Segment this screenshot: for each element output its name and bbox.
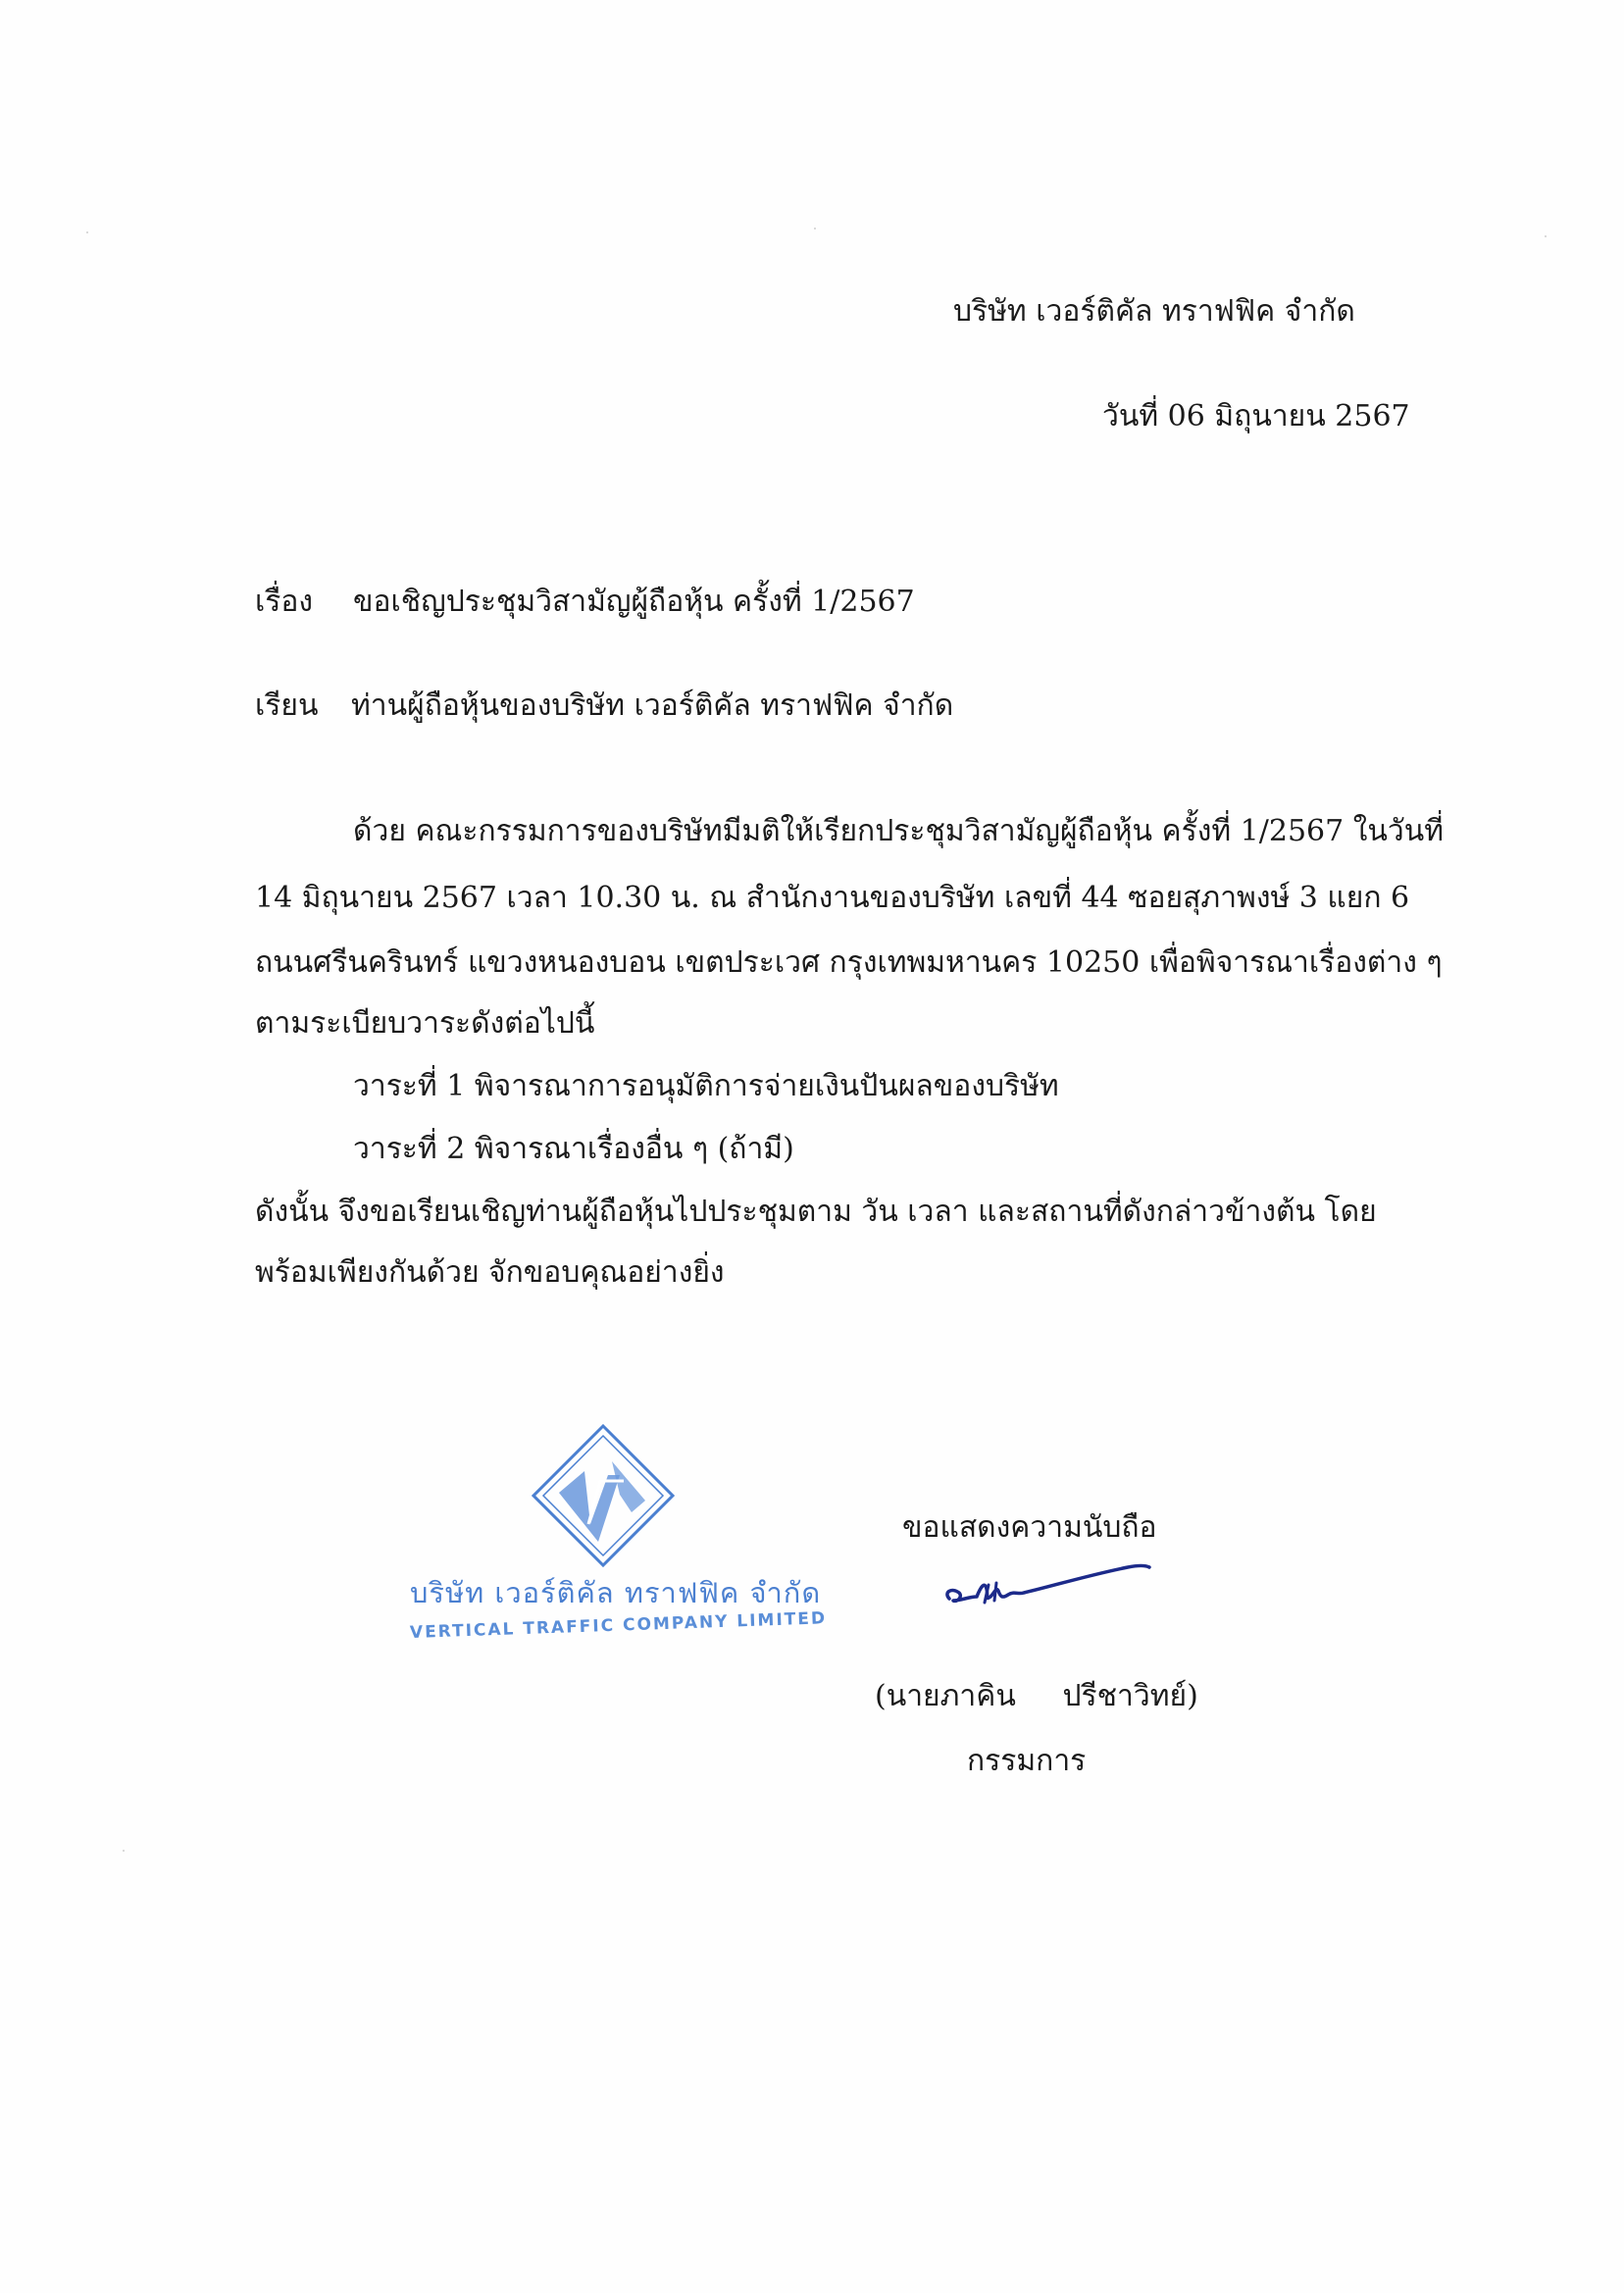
- stamp-company-name-th: บริษัท เวอร์ติคัล ทราฟฟิค จำกัด: [410, 1576, 822, 1609]
- handwritten-signature: [941, 1557, 1167, 1616]
- closing-regards: ขอแสดงความนับถือ: [902, 1510, 1157, 1545]
- body-para2-line2: พร้อมเพียงกันด้วย จักขอบคุณอย่างยิ่ง: [255, 1255, 725, 1290]
- scan-speck: [86, 231, 88, 233]
- recipient-text: ท่านผู้ถือหุ้นของบริษัท เวอร์ติคัล ทราฟฟิค จำกัด: [351, 688, 954, 723]
- subject-text: ขอเชิญประชุมวิสามัญผู้ถือหุ้น ครั้งที่ 1/2567: [353, 585, 915, 619]
- body-para1-line4: ตามระเบียบวาระดังต่อไปนี้: [255, 1006, 595, 1041]
- signer-name: (นายภาคิน ปรีชาวิทย์): [875, 1679, 1198, 1713]
- body-para1-line3: ถนนศรีนครินทร์ แขวงหนองบอน เขตประเวศ กรุงเทพมหานคร 10250 เพื่อพิจารณาเรื่องต่าง ๆ: [255, 945, 1443, 980]
- subject-label: เรื่อง: [255, 585, 314, 619]
- agenda-item-1: วาระที่ 1 พิจารณาการอนุมัติการจ่ายเงินปันผลของบริษัท: [353, 1069, 1059, 1103]
- scan-speck: [814, 228, 816, 229]
- company-name-header: บริษัท เวอร์ติคัล ทราฟฟิค จำกัด: [953, 294, 1355, 329]
- body-para1-line2: 14 มิถุนายน 2567 เวลา 10.30 น. ณ สำนักงานของบริษัท เลขที่ 44 ซอยสุภาพงษ์ 3 แยก 6: [255, 881, 1410, 915]
- scan-speck: [123, 1850, 125, 1852]
- body-para1-line1: ด้วย คณะกรรมการของบริษัทมีมติให้เรียกประชุมวิสามัญผู้ถือหุ้น ครั้งที่ 1/2567 ในวันที่: [353, 814, 1445, 848]
- company-logo-stamp: [530, 1422, 677, 1569]
- signer-title: กรรมการ: [967, 1744, 1087, 1778]
- agenda-item-2: วาระที่ 2 พิจารณาเรื่องอื่น ๆ (ถ้ามี): [353, 1132, 794, 1166]
- recipient-label: เรียน: [255, 688, 319, 723]
- scan-speck: [1545, 235, 1547, 237]
- body-para2-line1: ดังนั้น จึงขอเรียนเชิญท่านผู้ถือหุ้นไปประชุมตาม วัน เวลา และสถานที่ดังกล่าวข้างต้น โดย: [255, 1195, 1377, 1229]
- stamp-company-name-en: VERTICAL TRAFFIC COMPANY LIMITED: [409, 1608, 828, 1643]
- document-date: วันที่ 06 มิถุนายน 2567: [1102, 399, 1410, 433]
